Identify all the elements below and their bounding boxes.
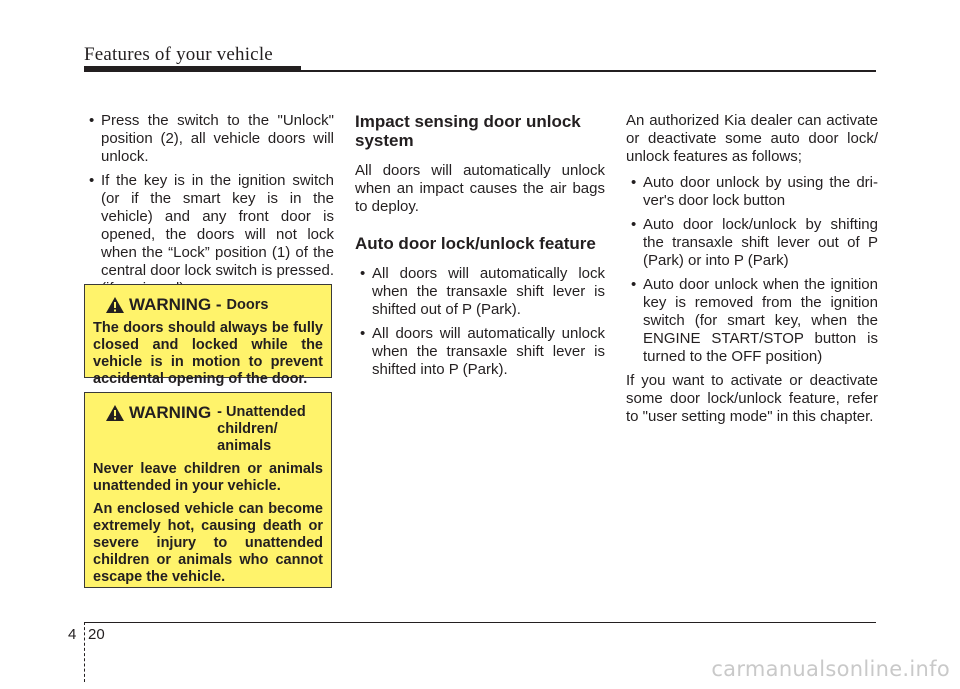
list-item: • Auto door unlock when the ignition key is removed from the ignition switch (for smart key, when the ENGINE START/STOP button is turned to the OFF position) bbox=[626, 276, 878, 366]
middle-column bbox=[355, 112, 605, 385]
footer-rule bbox=[84, 622, 876, 623]
header-thin-rule bbox=[84, 70, 876, 72]
page-number: 20 bbox=[88, 626, 105, 643]
warning-triangle-icon bbox=[105, 404, 125, 422]
left-column bbox=[84, 112, 334, 304]
warning-text: The doors should always be fully closed and locked while the vehicle is in motion to prevent accidental opening of the door. bbox=[93, 320, 323, 387]
list-item: • Auto door lock/unlock by shifting the transaxle shift lever out of P (Park) or into P (Park) bbox=[626, 216, 878, 270]
list-item: • All doors will automatically unlock when the transaxle shift lever is shifted into P (Park). bbox=[355, 325, 605, 379]
watermark-text: carmanualsonline.info bbox=[711, 657, 950, 681]
chapter-number: 4 bbox=[68, 626, 77, 643]
warning-label: WARNING bbox=[129, 403, 212, 422]
warning-text: An enclosed vehicle can become extremely hot, causing death or severe injury to unattended children or animals who cannot escape the vehicle. bbox=[93, 501, 323, 585]
section-heading: Auto door lock/unlock feature bbox=[355, 234, 596, 253]
paragraph: All doors will automatically unlock when an impact causes the air bags to deploy. bbox=[355, 162, 605, 215]
warning-box-unattended bbox=[84, 392, 332, 588]
warning-topic: - Unattended children/ animals bbox=[217, 404, 306, 454]
list-item: • Auto door unlock by using the driver's door lock button bbox=[626, 174, 878, 210]
page-header-title: Features of your vehicle bbox=[84, 44, 273, 65]
warning-text: Never leave children or animals unattended in your vehicle. bbox=[93, 461, 323, 494]
list-item: • If the key is in the ignition switch (or if the smart key is in the vehicle) and any front door is opened, the doors will not lock when the “Lock” position (1) of the central door lock switch is pressed. bbox=[84, 172, 334, 298]
right-column bbox=[626, 112, 878, 434]
section-heading: Impact sensing door unlock system bbox=[355, 112, 581, 150]
warning-topic: Doors bbox=[226, 297, 269, 313]
warning-label: WARNING - bbox=[129, 295, 222, 314]
paragraph: If you want to activate or deactivate some door lock/unlock feature, refer to "user setting mode" in this chapter. bbox=[626, 372, 878, 425]
footer-divider bbox=[84, 622, 85, 682]
list-item: • All doors will automatically lock when the transaxle shift lever is shifted out of P (Park). bbox=[355, 265, 605, 319]
list-item: • Press the switch to the "Unlock" position (2), all vehicle doors will unlock. bbox=[84, 112, 334, 166]
paragraph: An authorized Kia dealer can activate or deactivate some auto door lock/ unlock features as follows; bbox=[626, 112, 878, 165]
warning-triangle-icon bbox=[105, 296, 125, 314]
warning-box-doors bbox=[84, 284, 332, 387]
